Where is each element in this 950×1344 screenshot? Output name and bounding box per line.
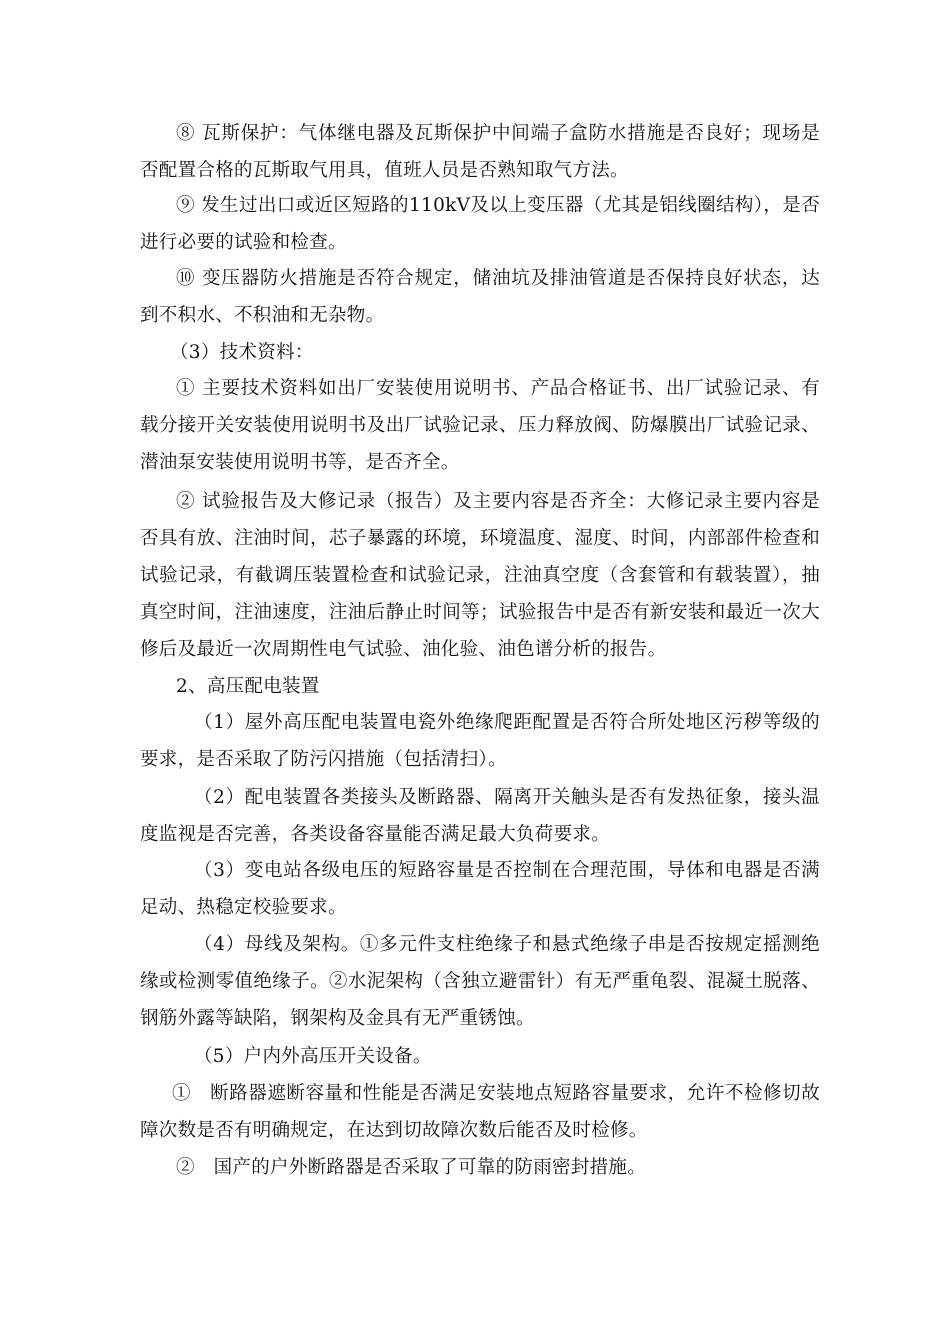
heading-technical-docs: （3）技术资料： xyxy=(170,342,314,363)
paragraph-breaker-capacity: ① 断路器遮断容量和性能是否满足安装地点短路容量要求，允许不检修切故障次数是否有明确规定，在达到切故障次数后能否及时检修。 xyxy=(140,1083,820,1141)
paragraph-gas-protection: ⑧ 瓦斯保护：气体继电器及瓦斯保护中间端子盒防水措施是否良好；现场是否配置合格的瓦斯取气用具，值班人员是否熟知取气方法。 xyxy=(140,123,820,181)
paragraph-busbar-structure: （4）母线及架构。①多元件支柱绝缘子和悬式绝缘子串是否按规定摇测绝缘或检测零值绝缘子。②水泥架构（含独立避雷针）有无严重龟裂、混凝土脱落、钢筋外露等缺陷，钢架构及金具有无严重锈蚀。 xyxy=(140,934,820,1029)
paragraph-outdoor-insulation: （1）屋外高压配电装置电瓷外绝缘爬距配置是否符合所处地区污秽等级的要求，是否采取了防污闪措施（包括清扫）。 xyxy=(140,712,820,770)
paragraph-short-circuit-test: ⑨ 发生过出口或近区短路的110kV及以上变压器（尤其是铝线圈结构），是否进行必要的试验和检查。 xyxy=(140,195,820,253)
paragraph-main-technical-docs: ① 主要技术资料如出厂安装使用说明书、产品合格证书、出厂试验记录、有载分接开关安装使用说明书及出厂试验记录、压力释放阀、防爆膜出厂试验记录、潜油泵安装使用说明书等，是否齐全。 xyxy=(140,378,820,473)
paragraph-rainproof-sealing: ② 国产的户外断路器是否采取了可靠的防雨密封措施。 xyxy=(176,1157,647,1178)
heading-hv-switchgear: 2、高压配电装置 xyxy=(176,676,320,697)
paragraph-fire-protection: ⑩ 变压器防火措施是否符合规定，储油坑及排油管道是否保持良好状态，达到不积水、不积油和无杂物。 xyxy=(140,268,820,326)
heading-hv-switch-equipment: （5）户内外高压开关设备。 xyxy=(194,1046,432,1067)
paragraph-short-circuit-capacity: （3）变电站各级电压的短路容量是否控制在合理范围，导体和电器是否满足动、热稳定校验要求。 xyxy=(140,860,820,918)
paragraph-connector-heating: （2）配电装置各类接头及断路器、隔离开关触头是否有发热征象，接头温度监视是否完善，各类设备容量能否满足最大负荷要求。 xyxy=(140,787,820,845)
paragraph-test-reports: ② 试验报告及大修记录（报告）及主要内容是否齐全：大修记录主要内容是否具有放、注油时间，芯子暴露的环境，环境温度、湿度、时间，内部部件检查和试验记录，有截调压装置检查和试验记录，注油真空度（含套管和有载装置），抽真空时间，注油速度，注油后静止时间等；试验报告中是否有新安装和最近一次大修后及最近一次周期性电气试验、油化验、油色谱分析的报告。 xyxy=(140,491,820,660)
